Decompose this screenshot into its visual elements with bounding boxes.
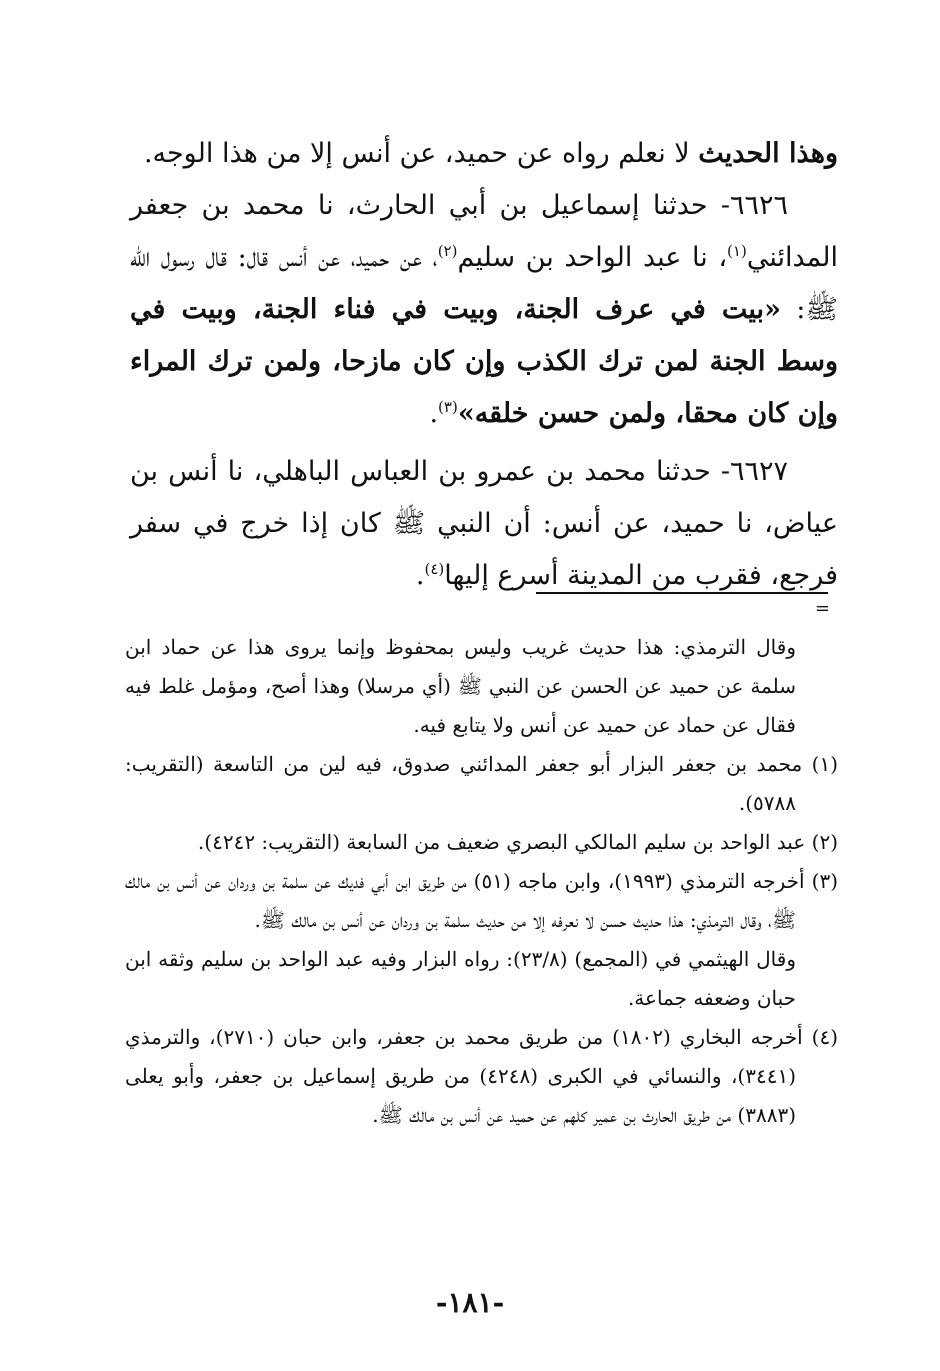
footnote-3: (٣) أخرجه الترمذي (١٩٩٣)، وابن ماجه (٥١) من طريق ابن أبي فديك عن سلمة بن وردان عن أنس بن مالك ﷺ، وقال الترمذي: هذا حديث حسن لا نعرفه إلا من حديث سلمة بن وردان عن أنس بن مالك ﷺ. — [125, 869, 838, 932]
paragraph-1 — [130, 128, 838, 180]
hadith-6626-text-c: ، عن حميد، عن أنس قال: قال رسول الله ﷺ: — [130, 242, 838, 325]
hadith-6626 — [130, 180, 838, 440]
footnote-ref-2[interactable]: (٢) — [437, 242, 458, 260]
hadith-6626-end: . — [429, 398, 439, 429]
bold-phrase: وهذا الحديث — [698, 138, 838, 169]
hadith-6627-text: ٦٦٢٧- حدثنا محمد بن عمرو بن العباس الباهلي، نا أنس بن عياض، نا حميد، عن أنس: أن النبي ﷺ كان إذا خرج في سفر فرجع، فقرب من المدينة أسرع إليها — [130, 456, 838, 591]
footnote-separator — [536, 592, 828, 594]
hadith-6627 — [130, 446, 838, 602]
footnote-ref-1[interactable]: (١) — [727, 242, 747, 260]
continuation-mark: = — [814, 598, 830, 619]
main-text — [130, 128, 838, 602]
hadith-6626-matn: «بيت في عرف الجنة، وبيت في فناء الجنة، وبيت في وسط الجنة لمن ترك الكذب وإن كان مازحا، ولمن ترك المراء وإن كان محقا، ولمن حسن خلقه» — [130, 294, 838, 429]
hadith-6626-text-a: ٦٦٢٦- حدثنا إسماعيل بن أبي الحارث، نا محمد بن جعفر المدائني — [130, 190, 838, 273]
footnote-4: (٤) أخرجه البخاري (١٨٠٢) من طريق محمد بن جعفر، وابن حبان (٢٧١٠)، والترمذي (٣٤٤١)، والنسائي في الكبرى (٤٢٤٨) من طريق إسماعيل بن جعفر، وأبو يعلى (٣٨٨٣) من طريق الحارث بن عمير كلهم عن حميد عن أنس بن مالك ﷺ. — [125, 1025, 838, 1127]
hadith-6626-text-b: ، نا عبد الواحد بن سليم — [457, 242, 728, 273]
hadith-6627-end: . — [415, 560, 425, 591]
footnote-continuation: وقال الترمذي: هذا حديث غريب وليس بمحفوظ وإنما يروى هذا عن حماد ابن سلمة عن حميد عن الحسن عن النبي ﷺ (أي مرسلا) وهذا أصح، ومؤمل غلط فيه فقال عن حماد عن حميد عن أنس ولا يتابع فيه. — [125, 635, 796, 737]
footnote-3-continuation: وقال الهيثمي في (المجمع) (٢٣/٨): رواه البزار وفيه عبد الواحد بن سليم وثقه ابن حبان وضعفه جماعة. — [125, 947, 796, 1010]
footnotes — [125, 628, 838, 1135]
footnote-2: (٢) عبد الواحد بن سليم المالكي البصري ضعيف من السابعة (التقريب: ٤٢٤٢). — [197, 830, 838, 854]
footnote-1: (١) محمد بن جعفر البزار أبو جعفر المدائني صدوق، فيه لين من التاسعة (التقريب: ٥٧٨٨). — [125, 752, 838, 815]
paragraph-1-text: لا نعلم رواه عن حميد، عن أنس إلا من هذا الوجه. — [143, 138, 699, 169]
page-number: -١٨١- — [435, 1286, 505, 1319]
footnote-ref-4[interactable]: (٤) — [424, 560, 445, 578]
footnote-ref-3[interactable]: (٣) — [438, 398, 458, 416]
